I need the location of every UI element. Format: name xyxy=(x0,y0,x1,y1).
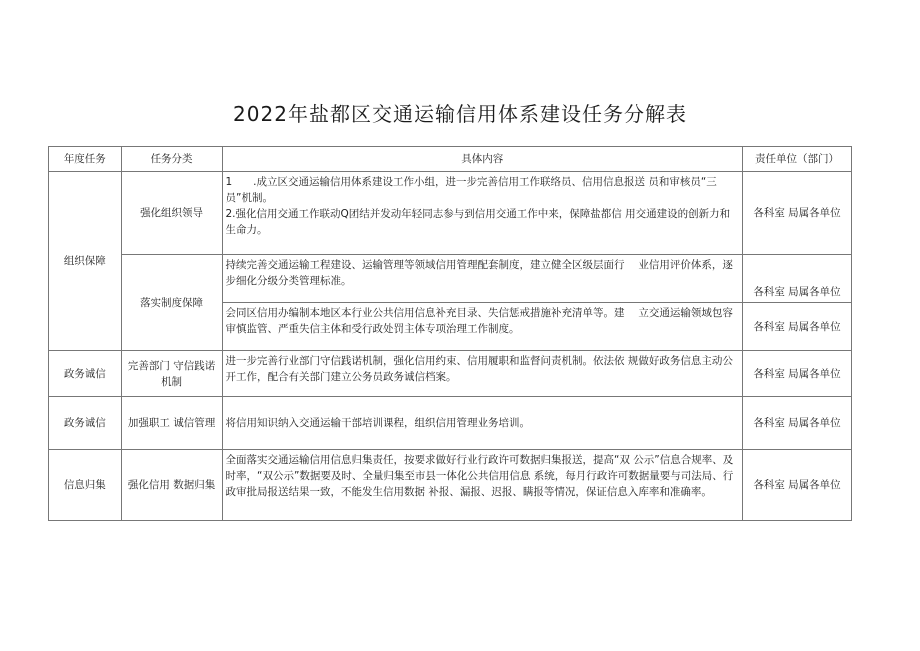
task-table xyxy=(48,146,852,521)
content-text: 进一步完善行业部门守信践诺机制，强化信用约束、信用履职和监督问责机制。依法依 规做好政务信息主动公开工作，配合有关部门建立公务员政务诚信档案。 xyxy=(225,355,733,383)
cell-category: 强化组织领导 xyxy=(121,172,222,255)
cell-unit: 各科室 局属各单位 xyxy=(743,397,852,450)
cell-unit: 各科室 局属各单位 xyxy=(743,351,852,397)
cell-content xyxy=(222,172,743,255)
cell-category: 加强职工 诚信管理 xyxy=(121,397,222,450)
content-text: 将信用知识纳入交通运输干部培训课程，组织信用管理业务培训。 xyxy=(225,416,530,429)
cell-year-task: 组织保障 xyxy=(49,172,122,351)
table-row xyxy=(49,450,852,521)
table-header-row xyxy=(49,147,852,172)
header-year-task: 年度任务 xyxy=(49,147,122,172)
cell-content xyxy=(222,303,743,351)
cell-category: 强化信用 数据归集 xyxy=(121,450,222,521)
table-row xyxy=(49,255,852,303)
cell-category: 落实制度保障 xyxy=(121,255,222,351)
cell-content xyxy=(222,351,743,397)
page-title: 2022年盐都区交通运输信用体系建设任务分解表 xyxy=(233,102,687,126)
header-task-category: 任务分类 xyxy=(121,147,222,172)
cell-unit: 各科室 局属各单位 xyxy=(743,303,852,351)
header-responsible-unit: 责任单位（部门） xyxy=(743,147,852,172)
cell-unit: 各科室 局属各单位 xyxy=(743,450,852,521)
cell-category: 完善部门 守信践诺机制 xyxy=(121,351,222,397)
content-text: 会同区信用办编制本地区本行业公共信用信息补充目录、失信惩戒措施补充清单等。建 立交通运输领域包容审慎监管、严重失信主体和受行政处罚主体专项治理工作制度。 xyxy=(225,307,733,335)
cell-year-task: 政务诚信 xyxy=(49,397,122,450)
cell-unit: 各科室 局属各单位 xyxy=(743,172,852,255)
cell-year-task: 政务诚信 xyxy=(49,351,122,397)
table-row xyxy=(49,351,852,397)
table-row xyxy=(49,172,852,255)
content-text: 持续完善交通运输工程建设、运输管理等领域信用管理配套制度，建立健全区级层面行 业信用评价体系，逐步细化分级分类管理标准。 xyxy=(225,259,733,287)
content-text: 1 .成立区交通运输信用体系建设工作小组，进一步完善信用工作联络员、信用信息报送 员和审核员“三员”机制。 2.强化信用交通工作联动Q团结并发动年轻同志参与到信用交通工作中来，保障盐都信 用交通建设的创新力和生命力。 xyxy=(225,176,731,236)
content-text: 全面落实交通运输信用信息归集责任，按要求做好行业行政许可数据归集报送，提高“双 公示”信息合规率、及时率，“双公示”数据要及时、全量归集至市县一体化公共信用信息 系统，每月行政许可数据量要与司法局、行政审批局报送结果一致，不能发生信用数据 补报、漏报、迟报、瞒报等情况，保证信息入库率和准确率。 xyxy=(225,454,734,498)
header-content: 具体内容 xyxy=(222,147,743,172)
cell-unit: 各科室 局属各单位 xyxy=(743,255,852,303)
cell-content xyxy=(222,450,743,521)
table-row xyxy=(49,397,852,450)
cell-year-task: 信息归集 xyxy=(49,450,122,521)
cell-content xyxy=(222,397,743,450)
cell-content xyxy=(222,255,743,303)
